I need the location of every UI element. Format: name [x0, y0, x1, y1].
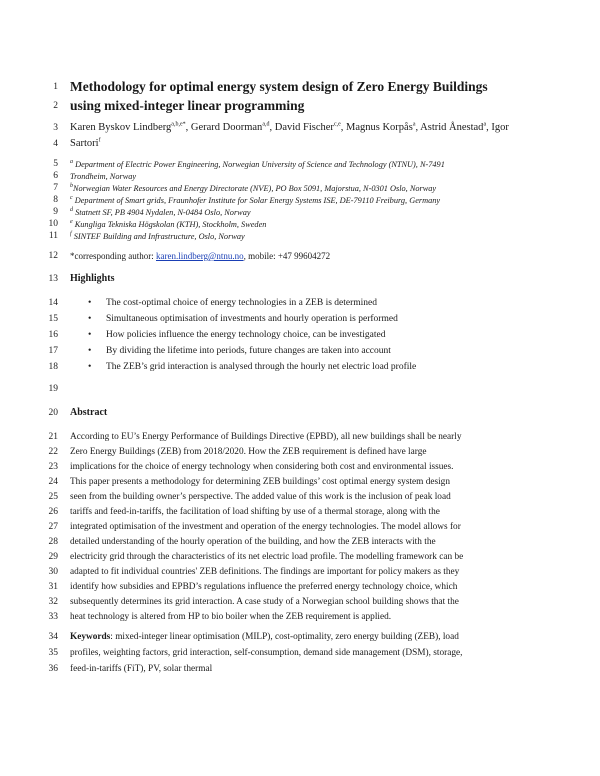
paper-title-line-1: Methodology for optimal energy system design of Zero Energy Buildings: [70, 79, 488, 94]
affiliation-mark: c: [70, 195, 73, 202]
line-number: 7: [53, 183, 58, 193]
affiliation-text: Department of Electric Power Engineering, Norwegian University of Science and Technology (NTNU), N-7491: [73, 160, 445, 169]
abstract-line: integrated optimisation of the investment and operation of the energy technologies. The model allows for: [70, 522, 461, 532]
author-affiliation-mark: a: [483, 121, 487, 128]
line-number: 6: [53, 171, 58, 181]
affiliation-text: SINTEF Building and Infrastructure, Oslo, Norway: [71, 232, 245, 241]
abstract-line: Zero Energy Buildings (ZEB) from 2018/2020. How the ZEB requirement is defined have large: [70, 447, 427, 457]
line-number: 33: [48, 612, 58, 622]
line-number: 12: [48, 251, 58, 261]
affiliation-text: Statnett SF, PB 4904 Nydalen, N-0484 Oslo, Norway: [73, 208, 251, 217]
highlights-heading: Highlights: [70, 273, 115, 284]
abstract-line: identify how subsidies and EPBD’s regulations influence the preferred energy technology choice, which: [70, 582, 458, 592]
author-affiliation-mark: a,d: [262, 121, 270, 128]
author-affiliation-mark: c,e: [333, 121, 341, 128]
highlight-text: The ZEB’s grid interaction is analysed through the hourly net electric load profile: [106, 362, 417, 372]
line-number: 14: [48, 298, 58, 308]
author-name: Karen Byskov Lindberg: [70, 122, 172, 133]
line-number: 10: [48, 219, 58, 229]
abstract-line: electricity grid through the characteristics of its net electric load profile. The modelling framework can be: [70, 552, 464, 562]
author-name: , Gerard Doorman: [185, 122, 263, 133]
bullet-icon: •: [88, 298, 92, 308]
abstract-heading: Abstract: [70, 407, 108, 418]
author-list: [70, 122, 530, 134]
line-number: 5: [53, 159, 58, 169]
line-number: 35: [48, 648, 58, 658]
affiliation-text: Norwegian Water Resources and Energy Directorate (NVE), PO Box 5091, Majorstua, N-0301 Oslo, Norway: [73, 184, 437, 193]
line-number: 20: [48, 408, 58, 418]
abstract-line: subsequently determines its grid interaction. A case study of a Norwegian school building shows that the: [70, 597, 459, 607]
author-email-link[interactable]: karen.lindberg@ntnu.no: [155, 251, 244, 261]
affiliation: [70, 172, 530, 182]
line-number: 21: [48, 432, 58, 442]
corresponding-phone: , mobile: +47 99604272: [243, 251, 331, 261]
author-affiliation-mark: a: [412, 121, 416, 128]
line-number: 23: [48, 462, 58, 472]
bullet-icon: •: [88, 330, 92, 340]
line-number: 25: [48, 492, 58, 502]
line-number: 11: [48, 231, 58, 241]
keywords-label: Keywords: [70, 632, 111, 642]
affiliation: [70, 184, 530, 194]
affiliation-mark: e: [70, 219, 73, 226]
abstract-line: detailed understanding of the hourly operation of the building, and how the ZEB interacts with the: [70, 537, 436, 547]
line-number: 2: [53, 101, 58, 111]
line-number: 34: [48, 632, 58, 642]
keywords-text: : mixed-integer linear optimisation (MILP), cost-optimality, zero energy building (ZEB), load: [110, 632, 459, 642]
keywords-line: profiles, weighting factors, grid interaction, self-consumption, demand side management (DSM), storage,: [70, 648, 463, 658]
abstract-line: seen from the building owner’s perspective. The added value of this work is the inclusion of peak load: [70, 492, 451, 502]
line-number: 30: [48, 567, 58, 577]
line-number: 29: [48, 552, 58, 562]
affiliation-text: Kungliga Tekniska Högskolan (KTH), Stockholm, Sweden: [72, 220, 267, 229]
author-name: , David Fischer: [269, 122, 334, 133]
line-number: 16: [48, 330, 58, 340]
keywords-line: [70, 632, 530, 643]
line-number: 18: [48, 362, 58, 372]
line-number: 13: [48, 274, 58, 284]
abstract-line: This paper presents a methodology for determining ZEB buildings’ cost optimal energy system design: [70, 477, 450, 487]
author-affiliation-mark: a,b,e*: [171, 121, 186, 128]
affiliation: [70, 160, 530, 170]
highlight-item: [88, 314, 528, 325]
line-number: 19: [48, 384, 58, 394]
affiliation-text: Trondheim, Norway: [70, 172, 137, 181]
author-name: , Magnus Korpås: [340, 122, 413, 133]
affiliation-mark: f: [70, 231, 72, 238]
abstract-line: implications for the choice of energy technology when considering both cost and environmental issues.: [70, 462, 454, 472]
line-number: 9: [53, 207, 58, 217]
highlight-text: Simultaneous optimisation of investments and hourly operation is performed: [106, 314, 398, 324]
abstract-line: adapted to fit individual countries' ZEB definitions. The findings are important for policy makers as they: [70, 567, 460, 577]
bullet-icon: •: [88, 346, 92, 356]
corresponding-author: [70, 251, 530, 262]
line-number: 36: [48, 664, 58, 674]
highlight-item: [88, 298, 528, 309]
author-list-continued: [70, 138, 530, 150]
affiliation: [70, 232, 530, 242]
line-number: 17: [48, 346, 58, 356]
bullet-icon: •: [88, 362, 92, 372]
affiliation: [70, 196, 530, 206]
line-number: 24: [48, 477, 58, 487]
line-number: 1: [53, 82, 58, 92]
affiliation-mark: d: [70, 207, 73, 214]
affiliation-mark: a: [70, 159, 73, 166]
affiliation-mark: b: [70, 183, 73, 190]
author-name: Sartori: [70, 138, 99, 149]
corresponding-label: *corresponding author:: [70, 251, 156, 261]
author-name: , Astrid Ånestad: [415, 122, 484, 133]
paper-title-line-2: using mixed-integer linear programming: [70, 98, 305, 113]
highlight-item: [88, 330, 528, 341]
line-number: 3: [53, 123, 58, 133]
affiliation: [70, 208, 530, 218]
author-name: , Igor: [486, 122, 509, 133]
line-number: 28: [48, 537, 58, 547]
highlight-text: The cost-optimal choice of energy technologies in a ZEB is determined: [106, 298, 378, 308]
abstract-line: According to EU’s Energy Performance of Buildings Directive (EPBD), all new buildings shall be nearly: [70, 432, 462, 442]
highlight-item: [88, 346, 528, 357]
affiliation: [70, 220, 530, 230]
bullet-icon: •: [88, 314, 92, 324]
highlight-text: How policies influence the energy technology choice, can be investigated: [106, 330, 386, 340]
highlight-item: [88, 362, 528, 373]
line-number: 8: [53, 195, 58, 205]
line-number: 22: [48, 447, 58, 457]
abstract-line: heat technology is altered from HP to bio boiler when the ZEB requirement is applied.: [70, 612, 392, 622]
line-number: 27: [48, 522, 58, 532]
author-affiliation-mark: f: [98, 137, 101, 144]
keywords-line: feed-in-tariffs (FiT), PV, solar thermal: [70, 664, 213, 674]
line-number: 32: [48, 597, 58, 607]
line-number: 31: [48, 582, 58, 592]
line-number: 15: [48, 314, 58, 324]
abstract-line: tariffs and feed-in-tariffs, the facilitation of load shifting by use of a thermal storage, along with the: [70, 507, 440, 517]
line-number: 4: [53, 139, 58, 149]
highlight-text: By dividing the lifetime into periods, future changes are taken into account: [106, 346, 391, 356]
affiliation-text: Department of Smart grids, Fraunhofer Institute for Solar Energy Systems ISE, DE-79110 Freiburg, Germany: [72, 196, 441, 205]
line-number: 26: [48, 507, 58, 517]
